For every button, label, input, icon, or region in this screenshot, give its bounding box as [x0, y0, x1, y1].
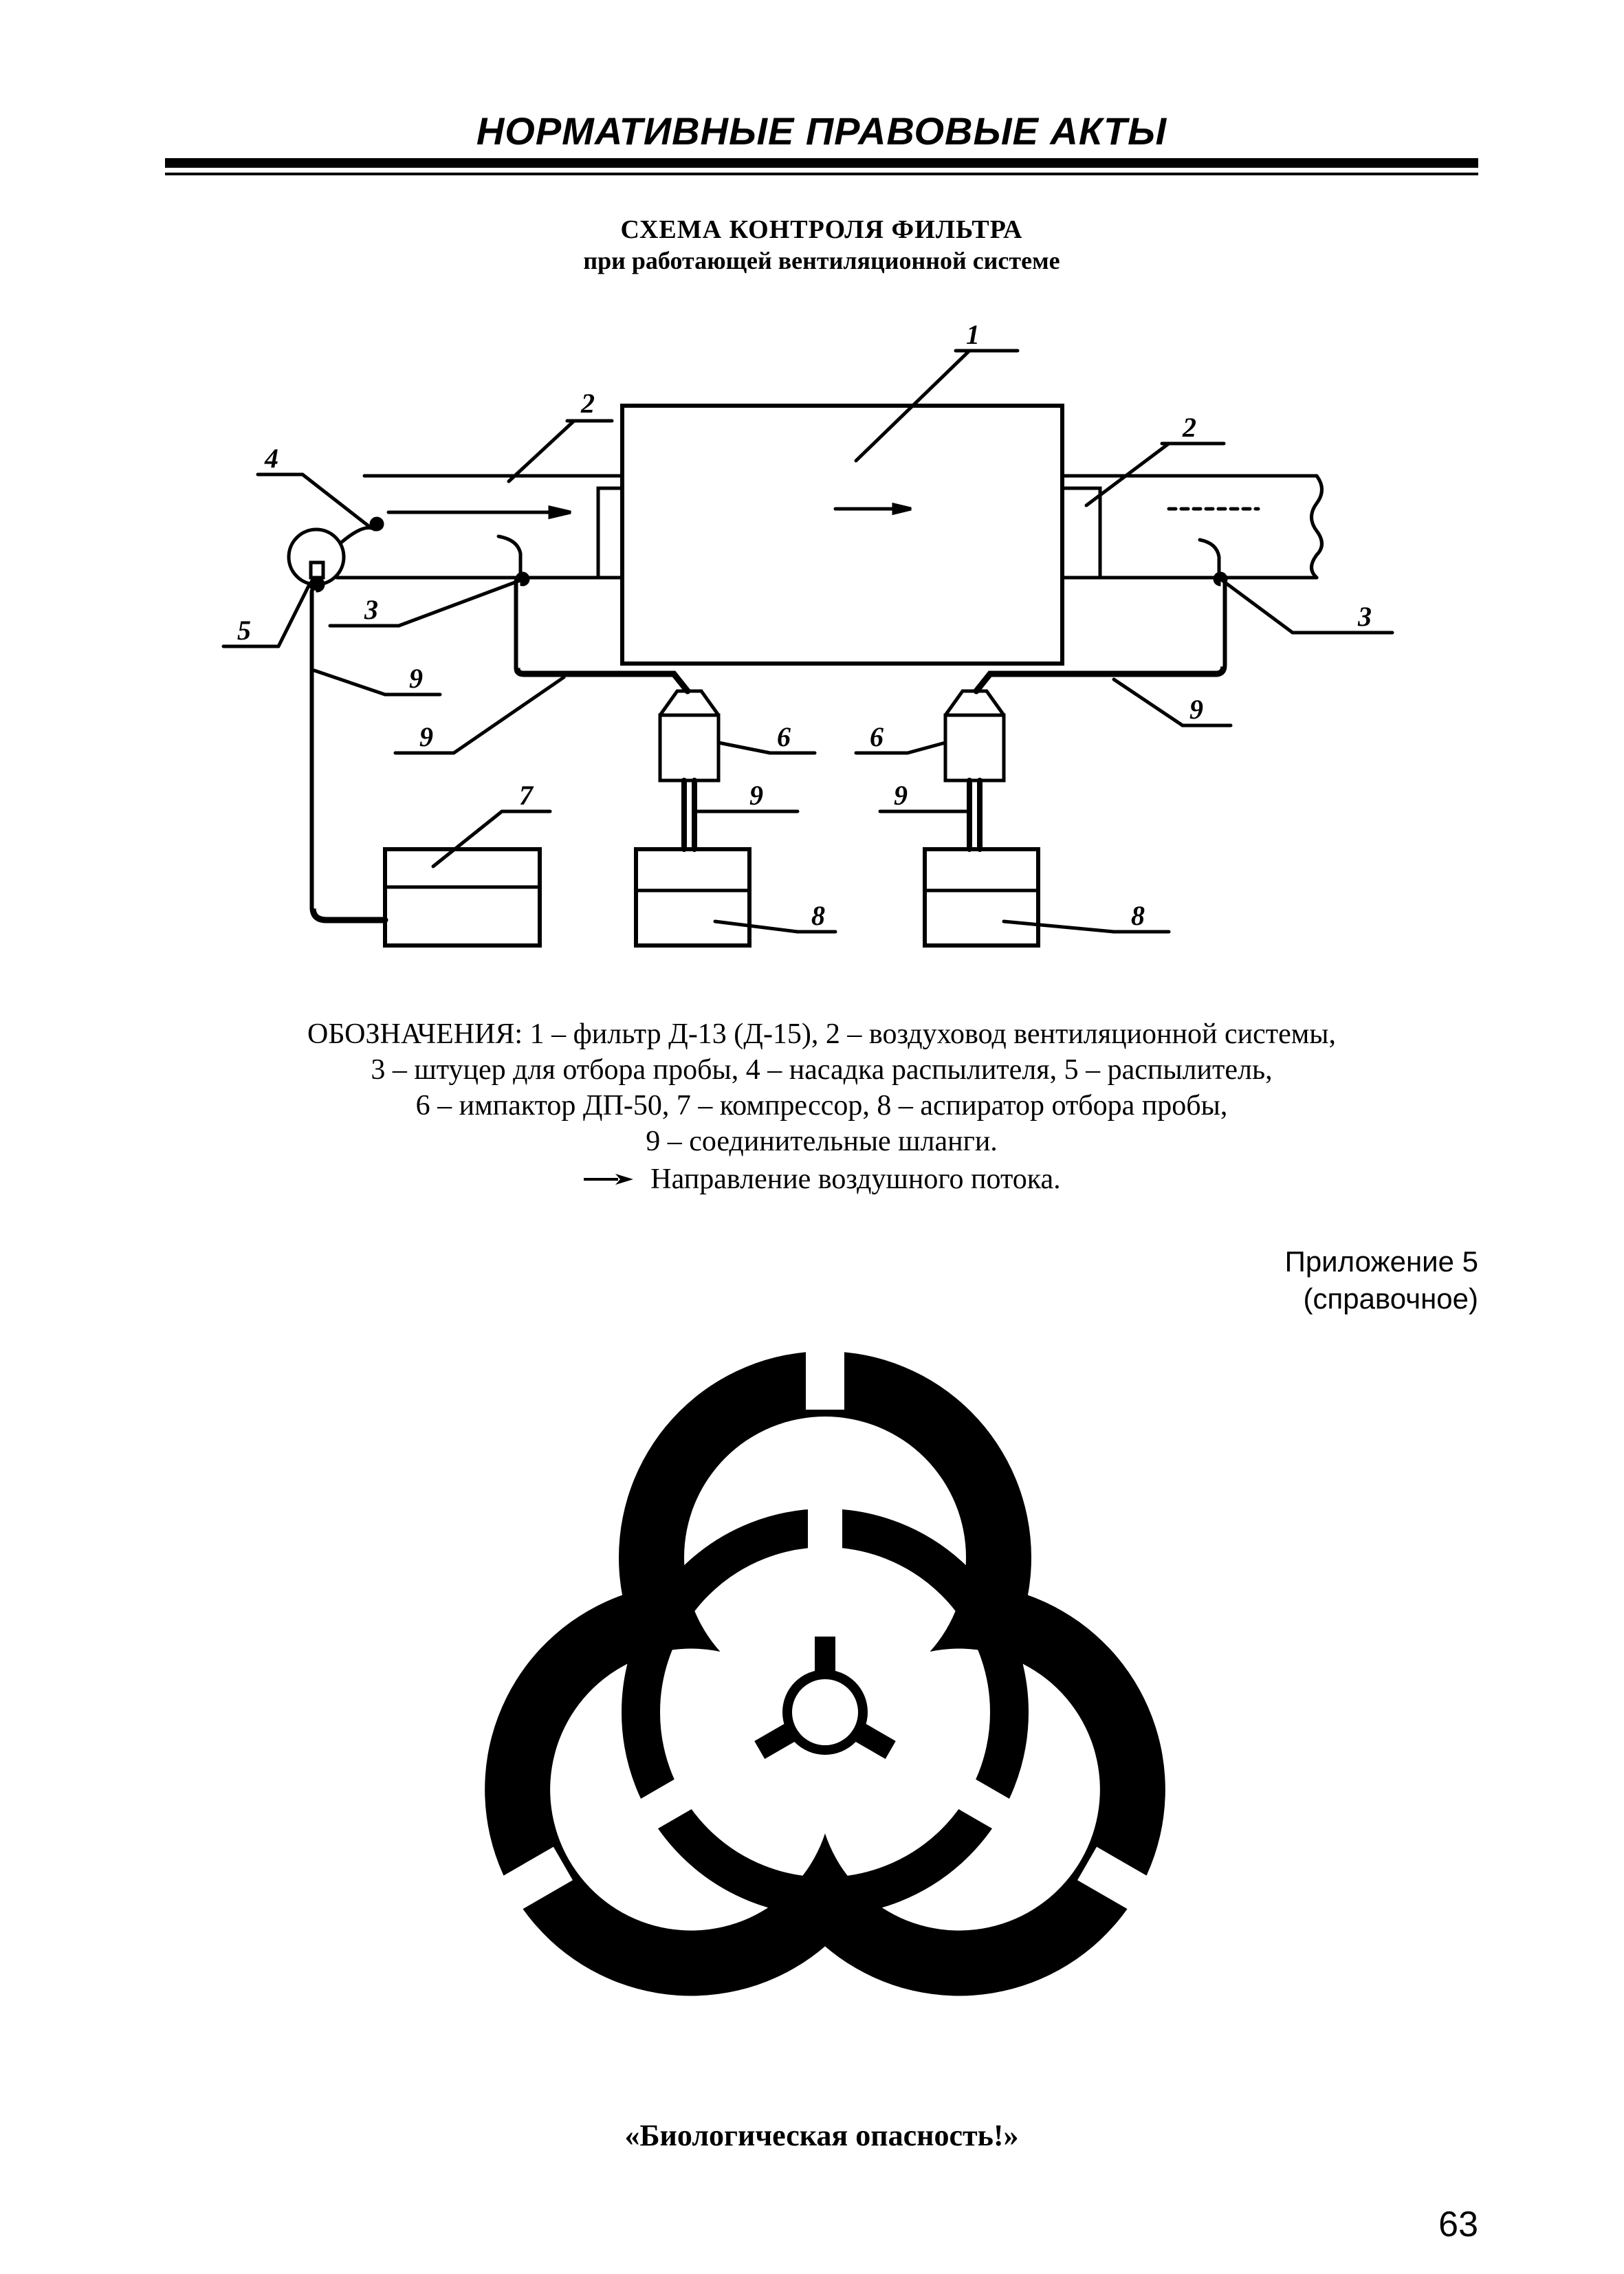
label-9-hose-b: 9 — [419, 721, 433, 752]
legend-line-2: 3 – штуцер для отбора пробы, 4 – насадка распылителя, 5 – распылитель, — [371, 1054, 1273, 1086]
filter-box — [622, 406, 1062, 664]
appendix-type: (справочное) — [1303, 1282, 1478, 1315]
label-9-hose-c: 9 — [1189, 694, 1203, 725]
left-impactor — [660, 691, 718, 715]
page-number: 63 — [1438, 2205, 1478, 2244]
legend-flow-direction: Направление воздушного потока. — [650, 1163, 1061, 1195]
right-impactor — [945, 691, 1004, 715]
label-5-sprayer: 5 — [237, 615, 251, 646]
filter-control-diagram — [0, 0, 1624, 976]
right-fitting — [1200, 540, 1219, 579]
left-duct-coupling — [598, 488, 622, 578]
label-7-compressor: 7 — [519, 780, 533, 811]
label-3-left-fitting: 3 — [364, 594, 378, 625]
flow-arrow-icon — [582, 1172, 634, 1186]
label-4-nozzle: 4 — [265, 443, 278, 474]
label-2-right-duct: 2 — [1183, 412, 1196, 443]
right-aspirator — [925, 849, 1038, 945]
legend-line-5 — [165, 1159, 1478, 1197]
label-8-left-aspirator: 8 — [811, 900, 825, 931]
label-2-left-duct: 2 — [581, 388, 595, 419]
compressor — [385, 849, 540, 945]
scheme-title: СХЕМА КОНТРОЛЯ ФИЛЬТРА — [620, 215, 1023, 244]
biohazard-icon — [468, 1327, 1183, 2104]
label-9-hose-e: 9 — [894, 780, 908, 811]
biohazard-caption: «Биологическая опасность!» — [624, 2119, 1019, 2152]
label-6-left-impactor: 6 — [777, 721, 791, 752]
right-duct-coupling — [1062, 488, 1100, 578]
legend-line-1: ОБОЗНАЧЕНИЯ: 1 – фильтр Д-13 (Д-15), 2 – воздуховод вентиляционной системы, — [307, 1018, 1337, 1050]
label-9-hose-a: 9 — [409, 663, 423, 694]
legend-line-4: 9 – соединительные шланги. — [646, 1126, 998, 1157]
label-9-hose-d: 9 — [749, 780, 763, 811]
label-8-right-aspirator: 8 — [1131, 900, 1145, 931]
legend — [165, 1016, 1478, 1197]
legend-line-3: 6 – импактор ДП-50, 7 – компрессор, 8 – аспиратор отбора пробы, — [415, 1090, 1228, 1122]
label-1-filter: 1 — [966, 319, 980, 350]
page-header-title: НОРМАТИВНЫЕ ПРАВОВЫЕ АКТЫ — [476, 109, 1167, 153]
scheme-subtitle: при работающей вентиляционной системе — [583, 247, 1060, 274]
label-6-right-impactor: 6 — [870, 721, 884, 752]
appendix-number: Приложение 5 — [1284, 1245, 1478, 1278]
appendix-label — [1285, 1243, 1478, 1318]
left-aspirator — [636, 849, 749, 945]
label-3-right-fitting: 3 — [1358, 601, 1372, 632]
